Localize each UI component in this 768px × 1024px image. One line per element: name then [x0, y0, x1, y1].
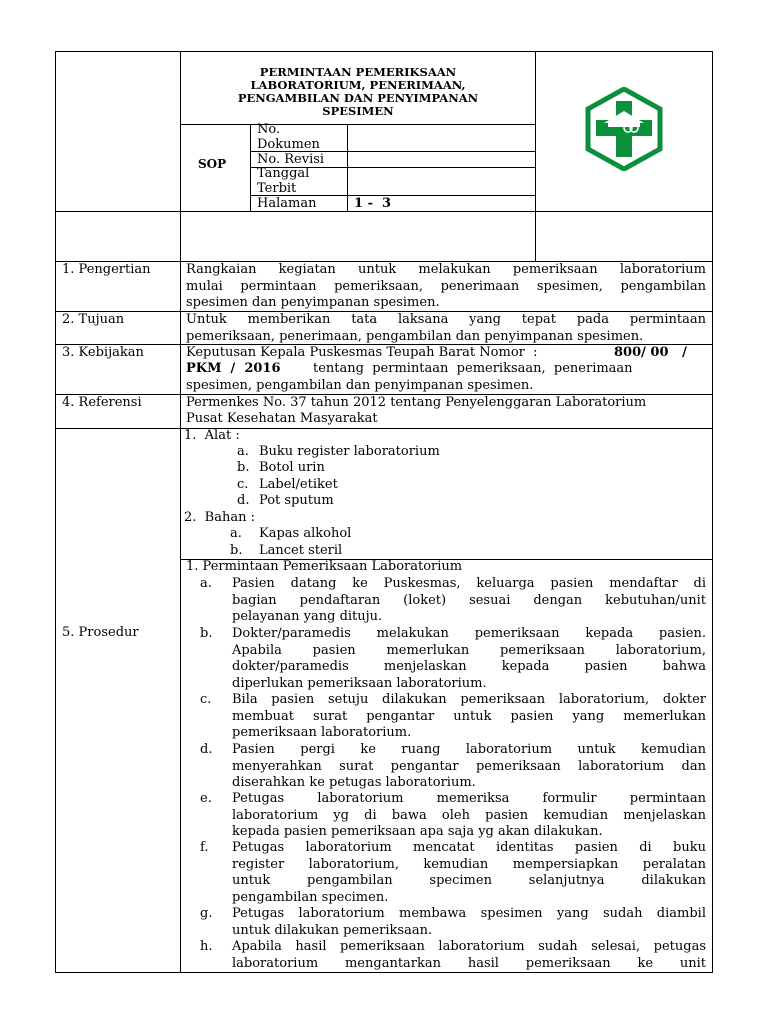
- list-marker: c.: [237, 477, 249, 492]
- steps-heading: 1. Permintaan Pemeriksaan Laboratorium: [186, 559, 463, 574]
- text-line: Rangkaian kegiatan untuk melakukan pemeriksaan laboratorium: [186, 262, 706, 277]
- tanggal-label-2: Terbit: [257, 181, 297, 196]
- step-text: [232, 840, 706, 906]
- step-text: [232, 692, 706, 742]
- tujuan-text: [186, 312, 706, 345]
- text-line: pemeriksaan laboratorium.: [232, 725, 412, 740]
- list-item: Label/etiket: [259, 477, 338, 492]
- text-line: bagian pendaftaran (loket) sesuai dengan kebutuhan/unit: [232, 592, 706, 608]
- kebijakan-nomor: 800/ 00 /: [614, 345, 687, 360]
- label-referensi: 4. Referensi: [62, 395, 142, 410]
- text-line: pelayanan yang dituju.: [232, 609, 383, 624]
- list-item: Botol urin: [259, 460, 325, 475]
- step-marker: d.: [200, 742, 213, 757]
- doc-no-label-1: No.: [257, 122, 281, 137]
- text-line: Petugas laboratorium membawa spesimen yang sudah diambil: [232, 906, 706, 921]
- text-line: diperlukan pemeriksaan laboratorium.: [232, 675, 487, 691]
- list-item: Pot sputum: [259, 493, 334, 508]
- kebijakan-line3: spesimen, pengambilan dan penyimpanan spesimen.: [186, 378, 534, 393]
- step-marker: f.: [200, 840, 209, 855]
- bahan-heading: 2. Bahan :: [184, 510, 255, 525]
- border-title-bottom: [180, 124, 535, 125]
- border-col-sop: [250, 124, 251, 212]
- text-line: Pasien pergi ke ruang laboratorium untuk kemudian: [232, 742, 706, 757]
- text-line: mulai permintaan pemeriksaan, penerimaan spesimen, pengambilan: [186, 278, 706, 294]
- text-line: menyerahkan surat pengantar pemeriksaan laboratorium dan: [232, 758, 706, 774]
- referensi-line: Pusat Kesehatan Masyarakat: [186, 411, 378, 426]
- border-col-logo: [535, 51, 536, 262]
- kebijakan-pkm: PKM / 2016: [186, 361, 281, 376]
- text-line: Petugas laboratorium memeriksa formulir permintaan: [232, 791, 706, 806]
- text-line: membuat surat pengantar untuk pasien yang memerlukan: [232, 708, 706, 724]
- text-line: laboratorium yg di bawa oleh pasien kemudian menjelaskan: [232, 807, 706, 823]
- list-item: Lancet steril: [259, 543, 343, 558]
- border-col-value: [347, 124, 348, 212]
- border-bottom: [55, 972, 713, 973]
- doc-no-label-2: Dokumen: [257, 137, 320, 152]
- step-text: [232, 791, 706, 841]
- step-marker: g.: [200, 906, 213, 921]
- label-kebijakan: 3. Kebijakan: [62, 345, 144, 360]
- puskesmas-logo-icon: [582, 87, 666, 171]
- text-line: register laboratorium, kemudian mempersiapkan peralatan: [232, 856, 706, 872]
- text-line: untuk pengambilan specimen selanjutnya dilakukan: [232, 873, 706, 888]
- text-line: Apabila pasien memerlukan pemeriksaan laboratorium,: [232, 642, 706, 658]
- text-line: Untuk memberikan tata laksana yang tepat pada permintaan: [186, 312, 706, 327]
- text-line: spesimen dan penyimpanan spesimen.: [186, 295, 440, 310]
- kebijakan-line2: tentang permintaan pemeriksaan, penerimaan: [313, 361, 633, 376]
- text-line: pengambilan specimen.: [232, 889, 389, 905]
- text-line: diserahkan ke petugas laboratorium.: [232, 775, 476, 790]
- border-col1: [180, 51, 181, 973]
- step-text: [232, 626, 706, 692]
- revisi-label: No. Revisi: [257, 152, 325, 167]
- title-line: SPESIMEN: [322, 104, 394, 118]
- pengertian-text: [186, 262, 706, 312]
- step-marker: h.: [200, 939, 213, 954]
- text-line: Petugas laboratorium mencatat identitas pasien di buku: [232, 840, 706, 855]
- alat-heading: 1. Alat :: [184, 428, 240, 443]
- border-right: [712, 51, 713, 973]
- referensi-line: Permenkes No. 37 tahun 2012 tentang Penyelenggaran Laboratorium: [186, 395, 647, 410]
- page-title: [181, 66, 535, 118]
- title-line: PENGAMBILAN DAN PENYIMPANAN: [237, 91, 479, 105]
- text-line: Bila pasien setuju dilakukan pemeriksaan laboratorium, dokter: [232, 692, 706, 707]
- list-marker: d.: [237, 493, 250, 508]
- list-marker: a.: [237, 444, 249, 459]
- text-line: pemeriksaan, penerimaan, pengambilan dan penyimpanan spesimen.: [186, 328, 644, 344]
- title-line: PERMINTAAN PEMERIKSAAN: [259, 65, 457, 79]
- step-text: [232, 742, 706, 792]
- border-top: [55, 51, 713, 52]
- tanggal-label-1: Tanggal: [257, 166, 310, 181]
- list-item: Kapas alkohol: [259, 526, 352, 541]
- text-line: Apabila hasil pemeriksaan laboratorium sudah selesai, petugas: [232, 939, 706, 954]
- text-line: kepada pasien pemeriksaan apa saja yg akan dilakukan.: [232, 824, 603, 839]
- text-line: Dokter/paramedis melakukan pemeriksaan kepada pasien.: [232, 626, 706, 641]
- text-line: untuk dilakukan pemeriksaan.: [232, 922, 433, 938]
- text-line: dokter/paramedis menjelaskan kepada pasien bahwa: [232, 659, 706, 674]
- label-tujuan: 2. Tujuan: [62, 312, 125, 327]
- border-referensi-bottom: [55, 428, 713, 429]
- label-prosedur: 5. Prosedur: [62, 625, 139, 640]
- list-item: Buku register laboratorium: [259, 444, 440, 459]
- label-pengertian: 1. Pengertian: [62, 262, 151, 277]
- step-marker: a.: [200, 576, 212, 591]
- list-marker: b.: [230, 543, 243, 558]
- step-text: [232, 906, 706, 939]
- halaman-value: 1 - 3: [354, 196, 392, 211]
- list-marker: b.: [237, 460, 250, 475]
- sop-label: SOP: [198, 157, 227, 171]
- list-marker: a.: [230, 526, 242, 541]
- title-line: LABORATORIUM, PENERIMAAN,: [250, 78, 466, 92]
- step-marker: e.: [200, 791, 212, 806]
- halaman-label: Halaman: [257, 196, 317, 211]
- step-text: [232, 576, 706, 626]
- step-marker: b.: [200, 626, 213, 641]
- border-left: [55, 51, 56, 973]
- text-line: laboratorium mengantarkan hasil pemeriksaan ke unit: [232, 955, 706, 971]
- kebijakan-line1: Keputusan Kepala Puskesmas Teupah Barat Nomor :: [186, 345, 538, 360]
- step-text: [232, 939, 706, 972]
- step-marker: c.: [200, 692, 212, 707]
- text-line: Pasien datang ke Puskesmas, keluarga pasien mendaftar di: [232, 576, 706, 591]
